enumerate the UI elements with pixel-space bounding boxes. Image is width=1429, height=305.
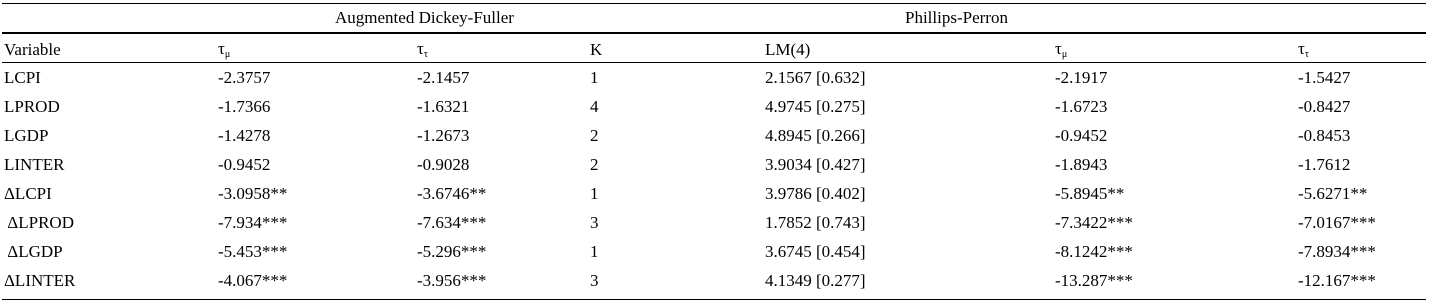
cell-adf-tau-mu: -7.934*** (218, 212, 288, 232)
cell-k: 1 (590, 67, 599, 87)
cell-adf-tau-mu: -4.067*** (218, 270, 288, 290)
cell-adf-tau-tau: -5.296*** (417, 241, 487, 261)
table-row (4, 179, 1424, 208)
cell-pp-tau-mu: -1.6723 (1055, 96, 1108, 116)
cell-lm4: 3.9034 [0.427] (765, 154, 866, 174)
tau-symbol: τ (218, 39, 225, 58)
cell-variable: LCPI (4, 67, 41, 87)
cell-lm4: 1.7852 [0.743] (765, 212, 866, 232)
tau-symbol: τ (417, 39, 424, 58)
cell-pp-tau-tau: -12.167*** (1298, 270, 1376, 290)
cell-adf-tau-tau: -2.1457 (417, 67, 470, 87)
cell-pp-tau-mu: -1.8943 (1055, 154, 1108, 174)
cell-adf-tau-tau: -3.956*** (417, 270, 487, 290)
col-lm4: LM(4) (765, 39, 811, 59)
cell-variable: ΔLGDP (4, 241, 63, 261)
cell-adf-tau-mu: -3.0958** (218, 183, 288, 203)
top-rule (2, 3, 1426, 4)
cell-lm4: 2.1567 [0.632] (765, 67, 866, 87)
cell-k: 1 (590, 241, 599, 261)
cell-pp-tau-tau: -0.8427 (1298, 96, 1351, 116)
cell-k: 2 (590, 125, 599, 145)
cell-pp-tau-tau: -7.8934*** (1298, 241, 1376, 261)
cell-adf-tau-tau: -3.6746** (417, 183, 487, 203)
cell-variable: LPROD (4, 96, 60, 116)
tau-symbol: τ (1298, 39, 1305, 58)
cell-variable: ΔLINTER (4, 270, 76, 290)
col-variable: Variable (4, 39, 61, 59)
cell-adf-tau-mu: -5.453*** (218, 241, 288, 261)
cell-pp-tau-tau: -1.7612 (1298, 154, 1351, 174)
table-row (4, 237, 1424, 266)
cell-lm4: 4.1349 [0.277] (765, 270, 866, 290)
cell-variable: ΔLPROD (4, 212, 74, 232)
cell-variable: ΔLCPI (4, 183, 52, 203)
table-row (4, 121, 1424, 150)
cell-k: 4 (590, 96, 599, 116)
cell-adf-tau-mu: -1.4278 (218, 125, 271, 145)
cell-adf-tau-tau: -1.2673 (417, 125, 470, 145)
cell-adf-tau-mu: -2.3757 (218, 67, 271, 87)
unit-root-table (4, 36, 1424, 295)
table-row (4, 150, 1424, 179)
cell-pp-tau-tau: -0.8453 (1298, 125, 1351, 145)
cell-pp-tau-mu: -8.1242*** (1055, 241, 1133, 261)
pp-group-label: Phillips-Perron (905, 8, 1008, 27)
table-row (4, 208, 1424, 237)
cell-lm4: 3.6745 [0.454] (765, 241, 866, 261)
mu-subscript: μ (1061, 49, 1068, 60)
table-row (4, 266, 1424, 295)
cell-pp-tau-mu: -13.287*** (1055, 270, 1133, 290)
tau-subscript: τ (423, 49, 428, 60)
cell-variable: LINTER (4, 154, 65, 174)
col-adf-tau-mu (218, 36, 417, 63)
cell-k: 2 (590, 154, 599, 174)
header-rule (2, 32, 1426, 34)
cell-adf-tau-tau: -0.9028 (417, 154, 470, 174)
cell-k: 3 (590, 270, 599, 290)
column-header-rule (2, 62, 1426, 63)
column-header-row (4, 36, 1424, 63)
adf-group-label: Augmented Dickey-Fuller (335, 8, 514, 27)
col-pp-tau-mu (1055, 36, 1298, 63)
cell-pp-tau-mu: -5.8945** (1055, 183, 1125, 203)
cell-pp-tau-mu: -0.9452 (1055, 125, 1108, 145)
cell-variable: LGDP (4, 125, 49, 145)
cell-adf-tau-tau: -7.634*** (417, 212, 487, 232)
col-adf-tau-tau (417, 36, 590, 63)
cell-lm4: 4.8945 [0.266] (765, 125, 866, 145)
cell-lm4: 3.9786 [0.402] (765, 183, 866, 203)
cell-adf-tau-mu: -1.7366 (218, 96, 271, 116)
col-k: K (590, 39, 603, 59)
table-row (4, 92, 1424, 121)
cell-adf-tau-tau: -1.6321 (417, 96, 470, 116)
cell-pp-tau-mu: -2.1917 (1055, 67, 1108, 87)
cell-pp-tau-tau: -7.0167*** (1298, 212, 1376, 232)
cell-adf-tau-mu: -0.9452 (218, 154, 271, 174)
bottom-rule (2, 299, 1426, 300)
table-row (4, 63, 1424, 92)
tau-subscript: τ (1304, 49, 1309, 60)
cell-pp-tau-tau: -1.5427 (1298, 67, 1351, 87)
cell-k: 3 (590, 212, 599, 232)
cell-k: 1 (590, 183, 599, 203)
cell-lm4: 4.9745 [0.275] (765, 96, 866, 116)
cell-pp-tau-tau: -5.6271** (1298, 183, 1368, 203)
mu-subscript: μ (224, 49, 231, 60)
col-pp-tau-tau (1298, 36, 1424, 63)
tau-symbol: τ (1055, 39, 1062, 58)
cell-pp-tau-mu: -7.3422*** (1055, 212, 1133, 232)
